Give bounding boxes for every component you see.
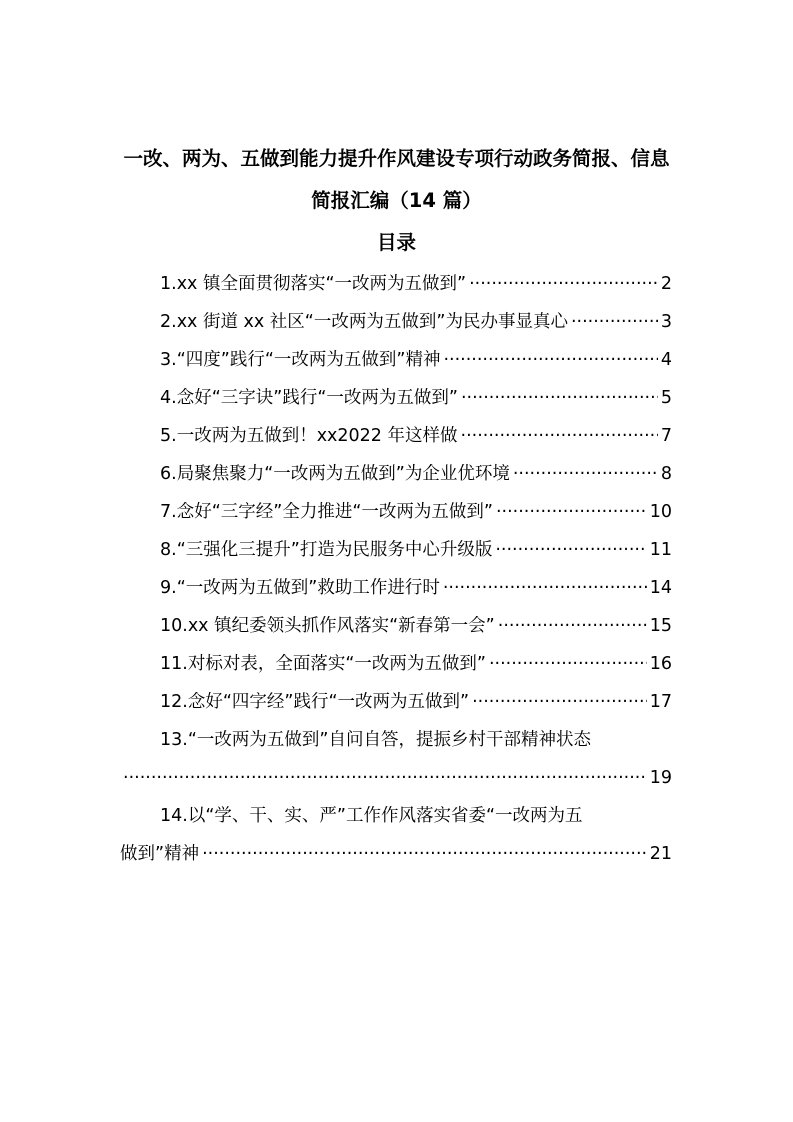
toc-entry[interactable] (160, 422, 672, 450)
toc-leader-dots (498, 612, 647, 640)
toc-entry-label: 6.局聚焦聚力“一改两为五做到”为企业优环境 (160, 464, 510, 484)
toc-leader-dots (472, 688, 647, 716)
toc-entry[interactable] (160, 384, 672, 412)
toc-leader-dots (495, 536, 646, 564)
toc-entry-label: 11.对标对表，全面落实“一改两为五做到” (160, 654, 486, 674)
toc-page-number: 2 (660, 274, 672, 294)
toc-entry-label: 13.“一改两为五做到”自问自答，提振乡村干部精神状态 (160, 730, 591, 750)
toc-entry[interactable] (160, 650, 672, 678)
toc-page-number: 16 (649, 654, 672, 674)
toc-entry[interactable] (160, 460, 672, 488)
toc-leader-dots (496, 498, 647, 526)
toc-entry-label: 12.念好“四字经”践行“一改两为五做到” (160, 692, 470, 712)
toc-entry[interactable] (120, 726, 672, 792)
toc-page-number: 5 (660, 388, 672, 408)
toc-entry[interactable] (160, 308, 672, 336)
toc-leader-dots (571, 308, 658, 336)
toc-page-number: 11 (649, 540, 672, 560)
toc-entry[interactable] (160, 270, 672, 298)
toc-page-number: 14 (649, 578, 672, 598)
document-title-line-1: 一改、两为、五做到能力提升作风建设专项行动政务简报、信息 (123, 147, 670, 170)
toc-leader-dots (461, 384, 658, 412)
toc-entry-label: 9.“一改两为五做到”救助工作进行时 (160, 578, 440, 598)
toc-entry-label: 5.一改两为五做到！xx2022 年这样做 (160, 426, 458, 446)
toc-entry[interactable] (120, 802, 672, 868)
toc-page-number: 19 (649, 768, 672, 788)
toc-entry-label: 10.xx 镇纪委领头抓作风落实“新春第一会” (160, 616, 495, 636)
toc-page-number: 21 (649, 844, 672, 864)
toc-entry[interactable] (160, 612, 672, 640)
toc-entry-label: 8.“三强化三提升”打造为民服务中心升级版 (160, 540, 493, 560)
toc-leader-dots (443, 574, 647, 602)
toc-entry-label: 7.念好“三字经”全力推进“一改两为五做到” (160, 502, 493, 522)
toc-leader-dots (513, 460, 658, 488)
toc-entry-label: 3.“四度”践行“一改两为五做到”精神 (160, 350, 441, 370)
toc-entry[interactable] (160, 346, 672, 374)
toc-page-number: 15 (649, 616, 672, 636)
toc-entry[interactable] (160, 536, 672, 564)
toc-page-number: 3 (660, 312, 672, 332)
toc-leader-dots (489, 650, 647, 678)
toc-entry-label: 2.xx 街道 xx 社区“一改两为五做到”为民办事显真心 (160, 312, 568, 332)
toc-entry-label: 4.念好“三字诀”践行“一改两为五做到” (160, 388, 458, 408)
toc-entry[interactable] (160, 574, 672, 602)
toc-entry-label: 14.以“学、干、实、严”工作作风落实省委“一改两为五 (160, 806, 583, 826)
toc-page-number: 8 (660, 464, 672, 484)
toc-entry-label: 1.xx 镇全面贯彻落实“一改两为五做到” (160, 274, 467, 294)
toc-page-number: 7 (660, 426, 672, 446)
toc-leader-dots (469, 270, 658, 298)
toc-entry-label-continued: 做到”精神 (120, 844, 200, 864)
toc-leader-dots (461, 422, 658, 450)
toc-entry[interactable] (160, 688, 672, 716)
toc-leader-dots (202, 840, 647, 868)
toc-page-number: 10 (649, 502, 672, 522)
toc-page-number: 17 (649, 692, 672, 712)
toc-page-number: 4 (660, 350, 672, 370)
toc-leader-dots (443, 346, 657, 374)
toc-entry[interactable] (160, 498, 672, 526)
document-title-line-2: 简报汇编（14 篇） (311, 189, 482, 212)
toc-heading: 目录 (376, 231, 416, 254)
toc-leader-dots (123, 764, 647, 792)
